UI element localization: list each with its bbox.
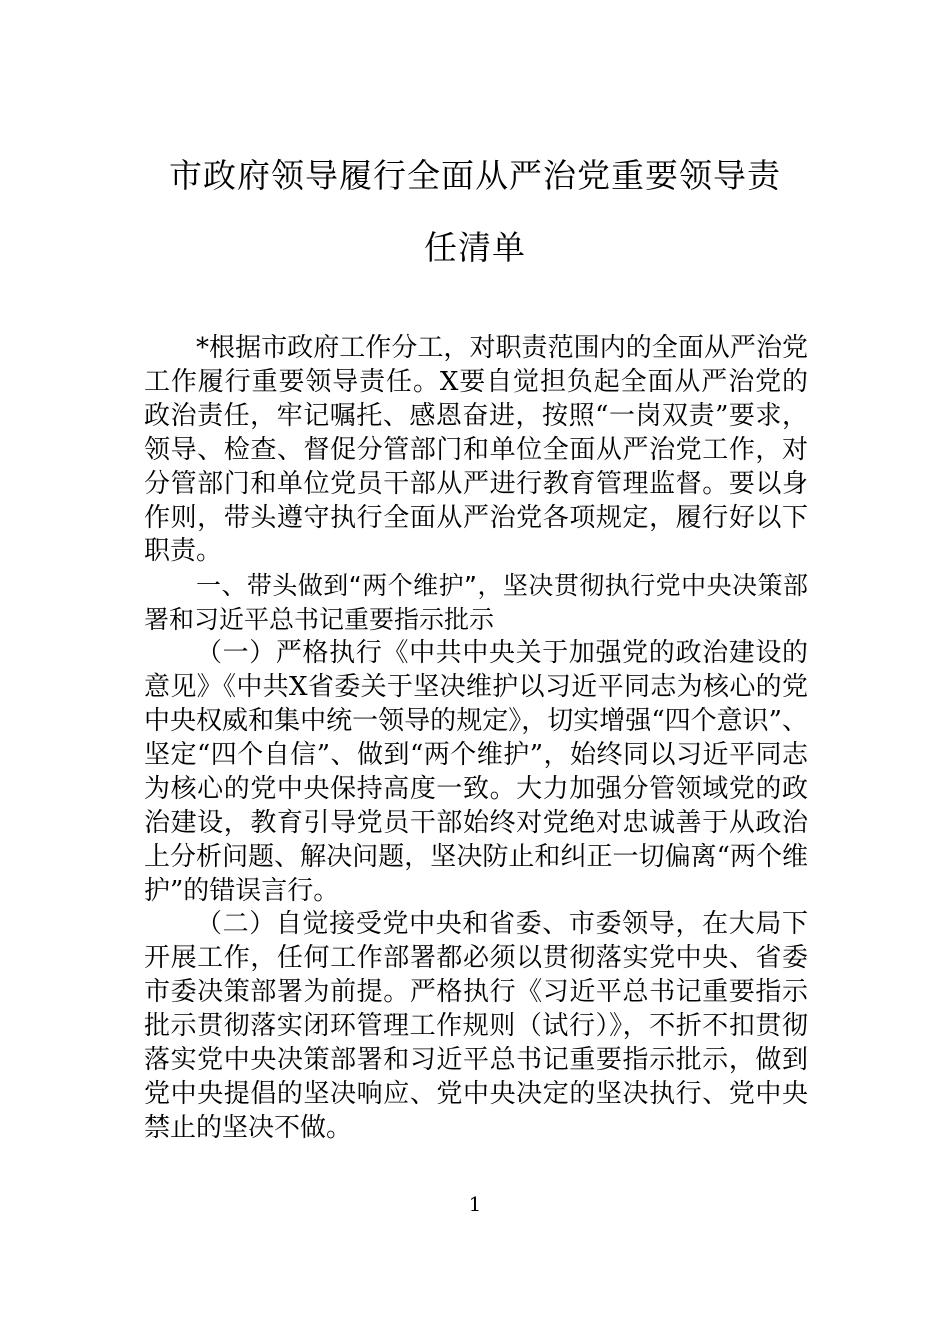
- title-line-2: 任清单: [424, 228, 526, 267]
- paragraph-item-1: （一）严格执行《中共中央关于加强党的政治建设的意见》《中共X省委关于坚决维护以习近平同志为核心的党中央权威和集中统一领导的规定》，切实增强“四个意识”、坚定“四个自信”、做到“两个维护”，始终同以习近平同志为核心的党中央保持高度一致。大力加强分管领域党的政治建设，教育引导党员干部始终对党绝对忠诚善于从政治上分析问题、解决问题，坚决防止和纠正一切偏离“两个维护”的错误言行。: [144, 638, 808, 906]
- document-body: [144, 332, 808, 1146]
- section-heading-1: 一、带头做到“两个维护”，坚决贯彻执行党中央决策部署和习近平总书记重要指示批示: [144, 571, 808, 635]
- paragraph-item-2: （二）自觉接受党中央和省委、市委领导，在大局下开展工作，任何工作部署都必须以贯彻落实党中央、省委市委决策部署为前提。严格执行《习近平总书记重要指示批示贯彻落实闭环管理工作规则（试行）》，不折不扣贯彻落实党中央决策部署和习近平总书记重要指示批示，做到党中央提倡的坚决响应、党中央决定的坚决执行、党中央禁止的坚决不做。: [144, 909, 808, 1143]
- title-line-1: 市政府领导履行全面从严治党重要领导责: [169, 156, 781, 195]
- document-title: [140, 140, 810, 284]
- page-number: 1: [468, 1192, 482, 1216]
- intro-paragraph: *根据市政府工作分工，对职责范围内的全面从严治党工作履行重要领导责任。X要自觉担负起全面从严治党的政治责任，牢记嘱托、感恩奋进，按照“一岗双责”要求，领导、检查、督促分管部门和单位全面从严治党工作，对分管部门和单位党员干部从严进行教育管理监督。要以身作则，带头遵守执行全面从严治党各项规定，履行好以下职责。: [144, 333, 808, 567]
